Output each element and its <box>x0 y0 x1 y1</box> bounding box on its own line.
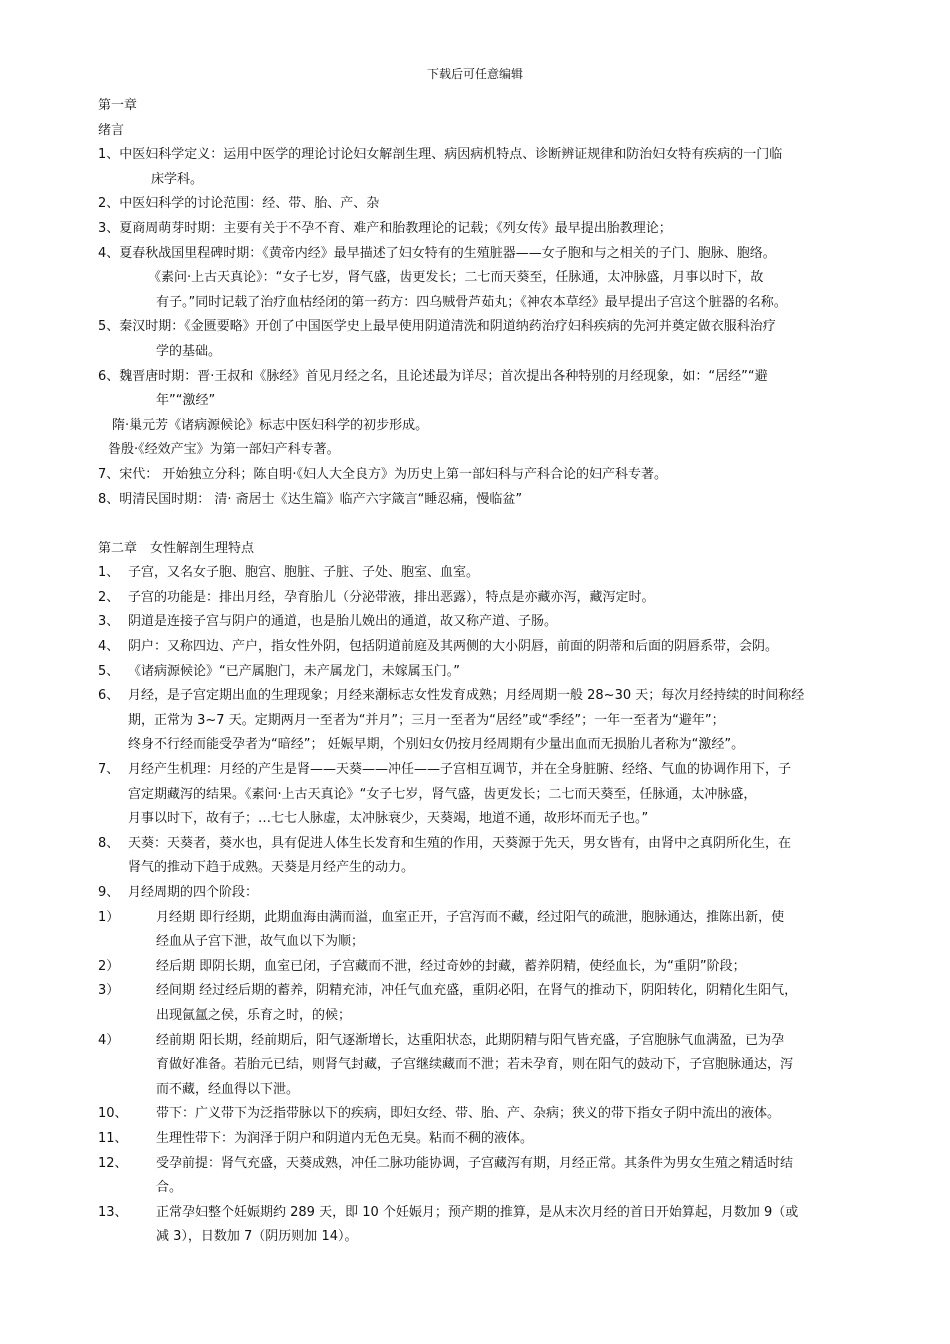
phase-line: 经后期 即阴长期，血室已闭，子宫藏而不泄，经过奇妙的封藏，蓄养阴精，使经血长，为“重阴”阶段； <box>156 958 746 974</box>
item-number: 10、 <box>98 1106 128 1122</box>
list-item <box>98 758 878 832</box>
document-body <box>98 94 878 1250</box>
item-number: 2、 <box>98 589 120 605</box>
item-line: 减 3），日数加 7（阴历则加 14）。 <box>156 1229 358 1245</box>
phase-line: 育做好准备。若胎元已结，则肾气封藏，子宫继续藏而不泄；若未孕育，则在阳气的鼓动下，子宫胞脉通达，泻 <box>156 1057 794 1073</box>
item-line: 月经产生机理：月经的产生是肾——天葵——冲任——子宫相互调节，并在全身脏腑、经络、气血的协调作用下，子 <box>128 762 792 778</box>
page-header: 下载后可任意编辑 <box>426 67 523 81</box>
phase-item <box>98 979 878 1028</box>
list-item <box>98 635 878 660</box>
paragraph-1-cont: 床学科。 <box>151 171 204 187</box>
phase-item <box>98 906 878 955</box>
item-number: 4、 <box>98 639 120 655</box>
list-item <box>98 1201 878 1250</box>
item-line: 合。 <box>156 1180 183 1196</box>
item-line: 月事以时下，故有子；…七七人脉虚，太冲脉衰少，天葵竭，地道不通，故形坏而无子也。” <box>128 811 649 827</box>
item-number: 8、 <box>98 835 120 851</box>
item-line: 子宫，又名女子胞、胞宫、胞脏、子脏、子处、胞室、血室。 <box>128 565 480 581</box>
list-item <box>98 832 878 881</box>
phase-number: 3） <box>98 983 120 999</box>
item-line: 子宫的功能是：排出月经，孕育胎儿（分泌带液，排出恶露），特点是亦藏亦泻，藏泻定时。 <box>128 589 655 605</box>
paragraph-3: 3、夏商周萌芽时期：主要有关于不孕不育、难产和胎教理论的记载；《列女传》最早提出胎教理论； <box>98 220 672 236</box>
paragraph-7: 7、宋代： 开始独立分科；陈自明·《妇人大全良方》为历史上第一部妇科与产科合论的妇产科专著。 <box>98 466 668 482</box>
item-line: 《诸病源候论》“已产属胞门，未产属龙门，未嫁属玉门。” <box>128 663 460 679</box>
item-line: 终身不行经而能受孕者为“暗经”； 妊娠早期，个别妇女仍按月经周期有少量出血而无损胎儿者称为“激经”。 <box>128 737 745 753</box>
item-line: 带下：广义带下为泛指带脉以下的疾病，即妇女经、带、胎、产、杂病；狭义的带下指女子阴中流出的液体。 <box>156 1106 781 1122</box>
chapter-1-subtitle: 绪言 <box>98 122 125 138</box>
chapter-1-title: 第一章 <box>98 98 138 113</box>
list-item <box>98 881 878 906</box>
item-number: 5、 <box>98 663 120 679</box>
item-number: 7、 <box>98 762 120 778</box>
paragraph-6-sui: 隋·巢元芳《诸病源候论》标志中医妇科学的初步形成。 <box>112 417 429 433</box>
item-line: 宫定期藏泻的结果。《素问·上古天真论》“女子七岁，肾气盛，齿更发长；二七而天葵至，任脉通，太冲脉盛， <box>128 786 757 802</box>
item-number: 6、 <box>98 688 120 704</box>
paragraph-4-cont: 《素问·上古天真论》：“女子七岁，肾气盛，齿更发长；二七而天葵至，任脉通，太冲脉盛，月事以时下，故 <box>148 270 764 286</box>
phase-line: 而不藏，经血得以下泄。 <box>156 1081 300 1097</box>
list-item <box>98 610 878 635</box>
list-item <box>98 1102 878 1127</box>
item-number: 3、 <box>98 614 120 630</box>
item-line: 阴道是连接子宫与阴户的通道，也是胎儿娩出的通道，故又称产道、子肠。 <box>128 614 558 630</box>
phase-line: 经间期 经过经后期的蓄养，阴精充沛，冲任气血充盛，重阴必阳，在肾气的推动下，阴阳转化，阴精化生阳气， <box>156 983 798 999</box>
item-line: 期，正常为 3~7 天。定期两月一至者为“并月”；三月一至者为“居经”或“季经”；一年一至者为“避年”； <box>128 712 725 728</box>
item-number: 11、 <box>98 1130 128 1146</box>
paragraph-4: 4、夏春秋战国里程碑时期：《黄帝内经》最早描述了妇女特有的生殖脏器——女子胞和与之相关的子门、胞脉、胞络。 <box>98 245 776 261</box>
item-line: 阴户：又称四边、产户，指女性外阴，包括阴道前庭及其两侧的大小阴唇，前面的阴蒂和后面的阴唇系带，会阴。 <box>128 639 779 655</box>
phase-line: 月经期 即行经期，此期血海由满而溢，血室正开，子宫泻而不藏，经过阳气的疏泄，胞脉通达，推陈出新，使 <box>156 909 785 925</box>
phase-line: 出现氤氲之侯，乐育之时，的候； <box>156 1007 352 1023</box>
list-item <box>98 684 878 758</box>
list-item <box>98 1127 878 1152</box>
item-line: 正常孕妇整个妊娠期约 289 天，即 10 个妊娠月；预产期的推算，是从末次月经的首日开始算起，月数加 9（或 <box>156 1204 799 1220</box>
paragraph-4-cont: 有子。”同时记载了治疗血枯经闭的第一药方：四乌贼骨芦茹丸；《神农本草经》最早提出子宫这个脏器的名称。 <box>156 294 787 310</box>
phase-number: 4） <box>98 1032 120 1048</box>
phase-number: 1） <box>98 909 120 925</box>
phase-line: 经血从子宫下泄，故气血以下为顺； <box>156 934 365 950</box>
item-number: 13、 <box>98 1204 128 1220</box>
list-item <box>98 586 878 611</box>
list-item <box>98 1152 878 1201</box>
item-line: 生理性带下：为润泽于阴户和阴道内无色无臭。粘而不稠的液体。 <box>156 1130 534 1146</box>
item-number: 9、 <box>98 885 120 900</box>
item-line: 月经，是子宫定期出血的生理现象；月经来潮标志女性发育成熟；月经周期一般 28~30 天；每次月经持续的时间称经 <box>128 688 805 704</box>
item-number: 1、 <box>98 565 120 581</box>
paragraph-2: 2、中医妇科学的讨论范围：经、带、胎、产、杂 <box>98 196 380 212</box>
paragraph-5-cont: 学的基础。 <box>156 343 222 359</box>
item-line: 月经周期的四个阶段： <box>128 885 259 900</box>
item-line: 受孕前提：肾气充盛，天葵成熟，冲任二脉功能协调，子宫藏泻有期，月经正常。其条件为男女生殖之精适时结 <box>156 1155 794 1171</box>
paragraph-6-cont: 年”“激经” <box>156 393 216 409</box>
list-item <box>98 660 878 685</box>
paragraph-8: 8、明清民国时期： 清· 斋居士《达生篇》临产六字箴言“睡忍痛，慢临盆” <box>98 491 523 507</box>
paragraph-6: 6、魏晋唐时期：晋·王叔和《脉经》首见月经之名，且论述最为详尽；首次提出各种特别的月经现象，如：“居经”“避 <box>98 368 768 384</box>
phase-line: 经前期 阳长期，经前期后，阳气逐渐增长，达重阳状态，此期阴精与阳气皆充盛，子宫胞脉气血满盈，已为孕 <box>156 1032 785 1048</box>
paragraph-5: 5、秦汉时期：《金匮要略》开创了中国医学史上最早使用阴道清洗和阴道纳药治疗妇科疾病的先河并奠定做衣服科治疗 <box>98 319 776 335</box>
phase-item <box>98 955 878 980</box>
paragraph-1: 1、中医妇科学定义：运用中医学的理论讨论妇女解剖生理、病因病机特点、诊断辨证规律和防治妇女特有疾病的一门临 <box>98 147 783 163</box>
chapter-2-title: 第二章 女性解剖生理特点 <box>98 540 255 556</box>
chapter-2-items <box>98 561 878 1250</box>
item-number: 12、 <box>98 1155 128 1171</box>
list-item <box>98 561 878 586</box>
item-line: 天葵：天葵者，葵水也，具有促进人体生长发育和生殖的作用，天葵源于先天，男女皆有，由肾中之真阴所化生，在 <box>128 835 792 851</box>
item-line: 肾气的推动下趋于成熟。天葵是月经产生的动力。 <box>128 860 415 876</box>
spacer <box>98 512 878 537</box>
phase-number: 2） <box>98 958 120 974</box>
paragraph-6-tang: 昝殷·《经效产宝》为第一部妇产科专著。 <box>108 442 340 458</box>
phase-item <box>98 1029 878 1103</box>
